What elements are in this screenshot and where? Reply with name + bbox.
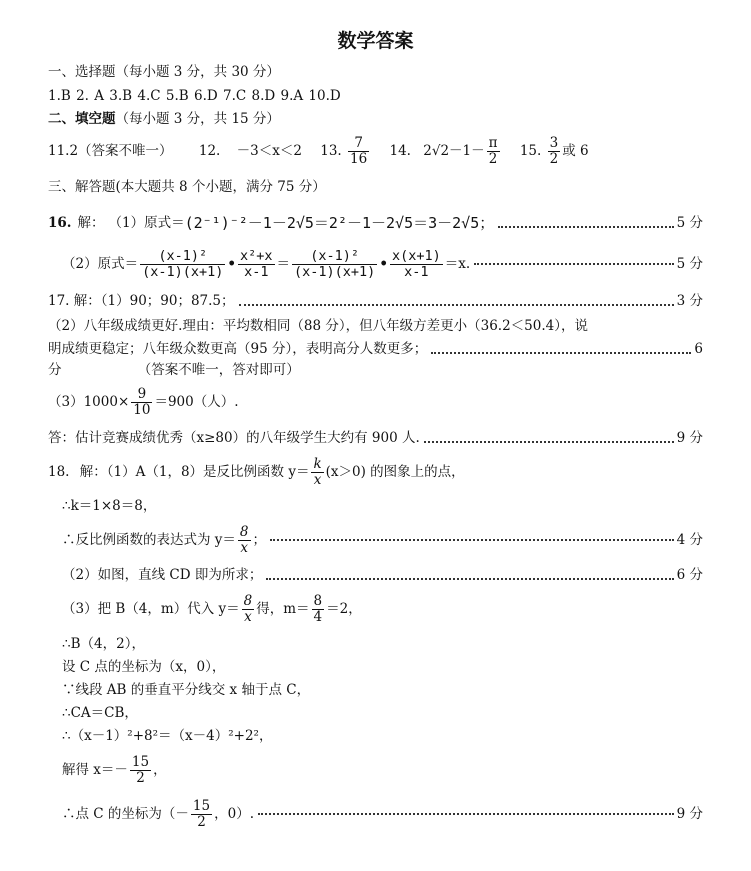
q18-part3-text: （3）把 B（4，m）代入 y＝ [62, 601, 240, 617]
answer-15-alt: 或 6 [562, 143, 589, 159]
q18-frac-8-4: $\frac{8}{4}$ [313, 593, 323, 625]
q17-frac: $\frac{9}{10}$ [133, 386, 151, 418]
q16-p2-prefix: （2）原式＝ [62, 256, 139, 272]
q18-part2: （2）如图，直线 CD 即为所求； [62, 567, 263, 583]
q18-line3 [48, 522, 703, 558]
q18-frac-8-x-2: $\frac{8}{x}$ [243, 593, 253, 625]
q17-part1-score: 3 分 [676, 293, 703, 309]
semicolon: ； [252, 532, 267, 548]
q17-line1 [48, 291, 703, 311]
q17-part3-result: ＝900（人）. [154, 394, 239, 410]
q17-part1: 17. 解：（1）90；90；87.5； [48, 293, 235, 309]
q17-part3-prefix: （3）1000× [48, 394, 130, 410]
leader-dots [424, 441, 674, 443]
answer-14-label: 14. [389, 143, 411, 159]
q18-line2: ∴k＝1×8＝8， [62, 498, 157, 514]
q18-part3-result: ＝2， [326, 601, 362, 617]
choice-answers: 1.B 2. A 3.B 4.C 5.B 6.D 7.C 8.D 9.A 10.D [48, 88, 341, 104]
answer-13-fraction: $\frac{7}{16}$ [350, 135, 368, 167]
q18-part1-text: 解：（1）A（1，8）是反比例函数 y＝ [79, 464, 310, 480]
q16-part2 [48, 240, 703, 288]
leader-dots [498, 226, 673, 228]
q18-line8: ∵线段 AB 的垂直平分线交 x 轴于点 C， [62, 682, 311, 698]
q18-line6: ∴B（4，2）， [62, 636, 145, 652]
leader-dots [431, 352, 691, 354]
q18-line4 [48, 565, 703, 585]
leader-dots [270, 539, 674, 541]
section-1-header: 一、选择题（每小题 3 分，共 30 分） [48, 64, 280, 80]
answer-15-fraction: $\frac{3}{2}$ [549, 135, 559, 167]
q16-jie: 解： [77, 215, 105, 231]
q17-note: （答案不唯一，答对即可） [137, 362, 300, 378]
q18-frac-k-x: $\frac{k}{x}$ [313, 456, 322, 488]
q17-answer-score: 9 分 [676, 430, 703, 446]
leader-dots [474, 263, 673, 265]
q16-frac-3: $\frac{\text{(x-1)²}}{(x-1)(x+1)}$ [294, 247, 376, 280]
q16-p2-score: 5 分 [676, 256, 703, 272]
q16-label: 16. [48, 215, 72, 231]
q18-part2-score: 6 分 [676, 567, 703, 583]
q16-frac-2: $\frac{\text{x²+x}}{x-1}$ [240, 247, 273, 280]
q18-final-coord: ，0）. [214, 806, 254, 822]
q18-line9: ∴CA＝CB， [62, 705, 138, 721]
q18-line10: ∴（x－1）²+8²＝（x－4）²+2²， [62, 728, 273, 744]
section-3-header: 三、解答题(本大题共 8 个小题，满分 75 分） [48, 179, 326, 195]
q18-frac-15-2-b: $\frac{15}{2}$ [192, 797, 211, 830]
q18-line7: 设 C 点的坐标为（x，0）， [62, 659, 226, 675]
q18-part1-condition: (x＞0) 的图象上的点， [325, 464, 465, 480]
section-2-title: 二、填空题 [48, 111, 116, 127]
q17-answer: 答：估计竞赛成绩优秀（x≥80）的八年级学生大约有 900 人. [48, 430, 420, 446]
leader-dots [239, 304, 674, 306]
q18-line12 [48, 796, 703, 832]
q18-solve-text: 解得 x＝－ [62, 762, 128, 778]
q18-final-text: ∴点 C 的坐标为（－ [62, 806, 189, 822]
q16-p1-expr: (2⁻¹)⁻²－1－2√5＝2²－1－2√5＝3－2√5； [184, 214, 495, 232]
q18-label: 18. [48, 464, 70, 480]
answer-12: －3＜x＜2 [236, 143, 302, 159]
q17-part2-score-unit: 分 [48, 362, 62, 378]
answer-14: 2√2－1－ [423, 143, 485, 159]
q18-part3-m: 得，m＝ [256, 601, 310, 617]
q18-part1-score: 4 分 [676, 532, 703, 548]
dot-operator: • [379, 256, 388, 272]
q18-frac-15-2: $\frac{15}{2}$ [131, 754, 150, 786]
q18-line11 [48, 752, 703, 788]
page-title: 数学答案 [337, 30, 414, 52]
dot-operator: • [227, 256, 237, 272]
q17-line4 [48, 360, 703, 380]
q16-p1-prefix: （1）原式＝ [108, 215, 185, 231]
q18-expression-text: ∴反比例函数的表达式为 y＝ [62, 532, 236, 548]
answer-13-label: 13. [320, 143, 342, 159]
answer-15-label: 15. [519, 143, 542, 159]
answer-12-label: 12. [198, 143, 221, 159]
answer-11: 11.2（答案不唯一） [48, 143, 173, 159]
q16-p1-score: 5 分 [676, 215, 703, 231]
q18-frac-8-x: $\frac{8}{x}$ [239, 523, 249, 556]
q17-line2: （2）八年级成绩更好.理由：平均数相同（88 分），但八年级方差更小（36.2＜50.4），说 [48, 318, 588, 334]
section-2-header [48, 109, 703, 129]
leader-dots [258, 813, 674, 815]
q17-line5 [48, 384, 703, 420]
leader-dots [266, 578, 673, 580]
q17-line6 [48, 428, 703, 448]
q18-part3-score: 9 分 [676, 806, 703, 822]
q16-frac-4: $\frac{x(x+1)}{x-1}$ [391, 247, 441, 280]
q17-part2-score: 6 [694, 341, 703, 357]
fill-answers [48, 134, 703, 168]
q16-p2-result: ＝x. [444, 256, 471, 272]
q16-part1 [48, 209, 703, 233]
q17-line3 [48, 339, 703, 359]
equals-sign: ＝ [276, 256, 291, 272]
q18-line1 [48, 454, 703, 490]
q17-part2-text: 明成绩更稳定；八年级众数更高（95 分），表明高分人数更多； [48, 341, 428, 357]
answer-14-fraction: $\frac{\pi}{2}$ [488, 135, 498, 167]
section-2-note: （每小题 3 分，共 15 分） [115, 111, 280, 127]
comma: ， [153, 762, 167, 778]
q18-line5 [48, 591, 703, 627]
q16-frac-1: $\frac{\text{(x-1)²}}{(x-1)(x+1)}$ [142, 247, 224, 280]
